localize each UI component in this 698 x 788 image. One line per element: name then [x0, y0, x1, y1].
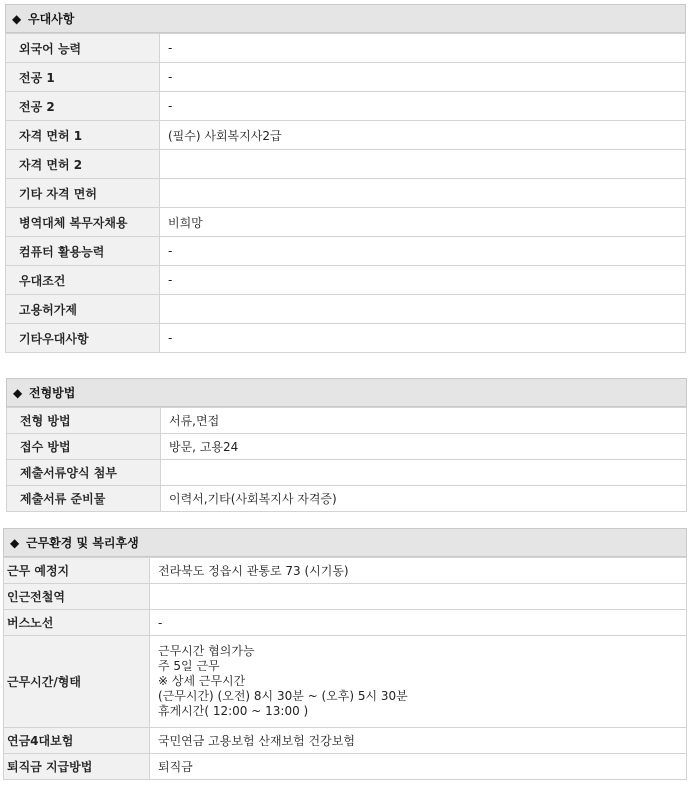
preferences-section [5, 4, 686, 353]
row-label: 외국어 능력 [6, 34, 160, 63]
table-row [6, 295, 686, 324]
selection-table [6, 407, 687, 512]
table-row [6, 34, 686, 63]
table-row [6, 63, 686, 92]
row-label: 제출서류 준비물 [7, 486, 161, 512]
row-value [150, 584, 687, 610]
table-row [6, 150, 686, 179]
work-title: 근무환경 및 복리후생 [26, 536, 139, 550]
row-value [160, 150, 686, 179]
row-label: 전공 1 [6, 63, 160, 92]
row-label: 제출서류양식 첨부 [7, 460, 161, 486]
table-row [4, 558, 687, 584]
table-row [4, 584, 687, 610]
table-row [4, 728, 687, 754]
diamond-bullet-icon: ◆ [13, 386, 23, 400]
row-label: 인근전철역 [4, 584, 150, 610]
row-label: 근무시간/형태 [4, 636, 150, 728]
preferences-table [5, 33, 686, 353]
row-value: - [160, 237, 686, 266]
row-value: - [160, 92, 686, 121]
work-environment-section [3, 528, 687, 780]
row-label: 병역대체 복무자채용 [6, 208, 160, 237]
row-value [160, 295, 686, 324]
diamond-bullet-icon: ◆ [10, 536, 20, 550]
row-label: 버스노선 [4, 610, 150, 636]
work-table [3, 557, 687, 780]
work-hours-line: 휴게시간( 12:00 ~ 13:00 ) [158, 704, 309, 718]
row-value: 퇴직금 [150, 754, 687, 780]
table-row [6, 179, 686, 208]
row-value: - [160, 324, 686, 353]
row-label: 접수 방법 [7, 434, 161, 460]
table-row [4, 610, 687, 636]
table-row [4, 754, 687, 780]
table-row [6, 324, 686, 353]
work-hours-line: 근무시간 협의가능 [158, 644, 255, 658]
row-value: 방문, 고용24 [161, 434, 687, 460]
table-row [7, 460, 687, 486]
work-hours-line: ※ 상세 근무시간 [158, 674, 246, 688]
row-label: 우대조건 [6, 266, 160, 295]
row-value: (필수) 사회복지사2급 [160, 121, 686, 150]
row-label: 기타 자격 면허 [6, 179, 160, 208]
selection-title: 전형방법 [29, 386, 76, 400]
row-label: 근무 예정지 [4, 558, 150, 584]
table-row [7, 408, 687, 434]
work-hours-line: (근무시간) (오전) 8시 30분 ~ (오후) 5시 30분 [158, 689, 408, 703]
selection-section [6, 378, 687, 512]
table-row [4, 636, 687, 728]
row-value: - [160, 34, 686, 63]
table-row [6, 208, 686, 237]
diamond-bullet-icon: ◆ [12, 12, 22, 26]
table-row [6, 237, 686, 266]
row-value [161, 460, 687, 486]
row-value: - [160, 266, 686, 295]
table-row [6, 266, 686, 295]
row-value: - [160, 63, 686, 92]
work-hours-line: 주 5일 근무 [158, 659, 220, 673]
row-value: 전라북도 정읍시 관통로 73 (시기동) [150, 558, 687, 584]
table-row [7, 486, 687, 512]
row-label: 전형 방법 [7, 408, 161, 434]
row-value: 국민연금 고용보험 산재보험 건강보험 [150, 728, 687, 754]
preferences-title: 우대사항 [28, 12, 75, 26]
row-label: 전공 2 [6, 92, 160, 121]
row-value [160, 179, 686, 208]
row-label: 자격 면허 1 [6, 121, 160, 150]
work-heading [3, 528, 687, 557]
table-row [6, 92, 686, 121]
row-label: 고용허가제 [6, 295, 160, 324]
table-row [7, 434, 687, 460]
row-label: 기타우대사항 [6, 324, 160, 353]
row-value: 비희망 [160, 208, 686, 237]
row-label: 연금4대보험 [4, 728, 150, 754]
selection-heading [6, 378, 687, 407]
row-label: 퇴직금 지급방법 [4, 754, 150, 780]
work-hours-value [150, 636, 687, 728]
table-row [6, 121, 686, 150]
row-value: 서류,면접 [161, 408, 687, 434]
preferences-heading [5, 4, 686, 33]
row-value: - [150, 610, 687, 636]
row-label: 컴퓨터 활용능력 [6, 237, 160, 266]
row-label: 자격 면허 2 [6, 150, 160, 179]
row-value: 이력서,기타(사회복지사 자격증) [161, 486, 687, 512]
